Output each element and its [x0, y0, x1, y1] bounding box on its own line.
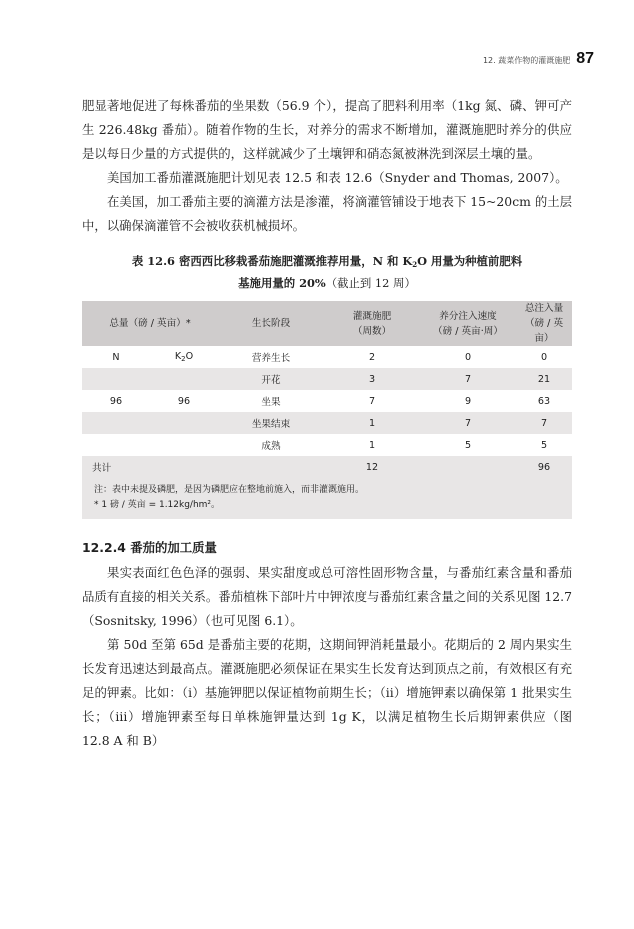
running-section-title: 12. 蔬菜作物的灌溉施肥: [482, 56, 571, 65]
cell-total: 21: [537, 373, 551, 385]
cell-stage: 坐果: [261, 397, 281, 408]
page-number: 87: [576, 50, 594, 67]
paragraph: 果实表面红色色泽的强弱、果实甜度或总可溶性固形物含量，与番茄红素含量和番茄品质有直接的相关关系。番茄植株下部叶片中钾浓度与番茄红素含量之间的关系见图 12.7（Sosnitsky, 1996）（也可见图 6.1）。: [82, 565, 572, 628]
cell-total: 5: [540, 439, 548, 451]
cell-stage: 开花: [261, 375, 281, 386]
table-row: [82, 434, 572, 456]
cell-stage: 营养生长: [251, 353, 291, 364]
header-irrigation: 灌溉施肥 （周数）: [352, 310, 392, 337]
table-row: [82, 412, 572, 434]
cell-total: 7: [540, 417, 548, 429]
page-body: [82, 94, 572, 753]
paragraph: 第 50d 至第 65d 是番茄主要的花期，这期间钾消耗量最小。花期后的 2 周内果实生长发育迅速达到最高点。灌溉施肥必须保证在果实生长发育达到顶点之前，有效根区有充足的钾素。比如：（i）基施钾肥以保证植物前期生长；（ii）增施钾素以确保第 1 批果实生长；（iii）增施钾素至每日单株施钾量达到 1g K，以满足植物生长后期钾素供应（图 12.8 A 和 B）: [82, 637, 572, 748]
paragraph: 美国加工番茄灌溉施肥计划见表 12.5 和表 12.6（Snyder and Thomas, 2007）。: [107, 170, 568, 185]
table-caption: 表 12.6 密西西比移栽番茄施肥灌溉推荐用量，N 和 $K_2O$ 用量为种植前肥料 基施用量的 20%（截止到 12 周）: [131, 254, 523, 290]
cell-rate: 7: [464, 373, 472, 385]
table-row: [82, 346, 572, 368]
section-heading: 12.2.4 番茄的加工质量: [82, 540, 217, 555]
table-total-row: [82, 456, 572, 478]
cell-k2o: [150, 456, 218, 478]
cell-weeks: 1: [368, 439, 376, 451]
cell-n: N: [112, 351, 120, 363]
cell-stage: [218, 456, 324, 478]
table-row: [82, 390, 572, 412]
paragraph: 在美国，加工番茄主要的滴灌方法是渗灌，将滴灌管铺设于地表下 15~20cm 的土层中，以确保滴灌管不会被收获机械损坏。: [82, 194, 572, 233]
cell-n: [82, 434, 150, 456]
cell-rate: 5: [464, 439, 472, 451]
table-note: 注：表中未提及磷肥，是因为磷肥应在整地前施入，而非灌溉施用。: [94, 485, 365, 495]
cell-stage: 成熟: [261, 441, 281, 452]
cell-weeks: 1: [368, 417, 376, 429]
cell-k2o: [150, 368, 218, 390]
cell-k2o: [150, 412, 218, 434]
cell-total: 0: [540, 351, 548, 363]
cell-weeks: 2: [368, 351, 376, 363]
cell-n: [82, 412, 150, 434]
running-header: [483, 50, 594, 68]
table-notes: [82, 478, 572, 519]
header-rate: 养分注入速度 （磅 / 英亩·周）: [433, 310, 503, 337]
cell-rate: [420, 456, 516, 478]
header-amount: 总注入量 （磅 / 英亩）: [524, 303, 564, 344]
cell-n: [82, 368, 150, 390]
cell-n: 96: [109, 395, 123, 407]
cell-k2o: $K_2O$: [174, 351, 194, 363]
cell-weeks: 12: [365, 461, 379, 473]
cell-k2o: 96: [177, 395, 191, 407]
paragraph: 肥显著地促进了每株番茄的坐果数（56.9 个），提高了肥料利用率（1kg 氮、磷、钾可产生 226.48kg 番茄）。随着作物的生长，对养分的需求不断增加，灌溉施肥时养分的供应是以每日少量的方式提供的，这样就减少了土壤钾和硝态氮被淋洗到深层土壤的量。: [82, 98, 572, 161]
header-total: 总量（磅 / 英亩）*: [109, 318, 191, 329]
header-stage: 生长阶段: [251, 318, 291, 329]
table-header-row: [82, 301, 572, 346]
cell-weeks: 3: [368, 373, 376, 385]
table-footnote: * 1 磅 / 英亩 = 1.12kg/hm²。: [94, 500, 221, 510]
cell-total: 96: [537, 461, 551, 473]
cell-k2o: [150, 434, 218, 456]
table-row: [82, 368, 572, 390]
cell-rate: 9: [464, 395, 472, 407]
fertigation-table: [82, 301, 572, 478]
cell-rate: 0: [464, 351, 472, 363]
cell-weeks: 7: [368, 395, 376, 407]
cell-total-label: 共计: [92, 463, 112, 474]
cell-stage: 坐果结束: [251, 419, 291, 430]
cell-total: 63: [537, 395, 551, 407]
cell-rate: 7: [464, 417, 472, 429]
